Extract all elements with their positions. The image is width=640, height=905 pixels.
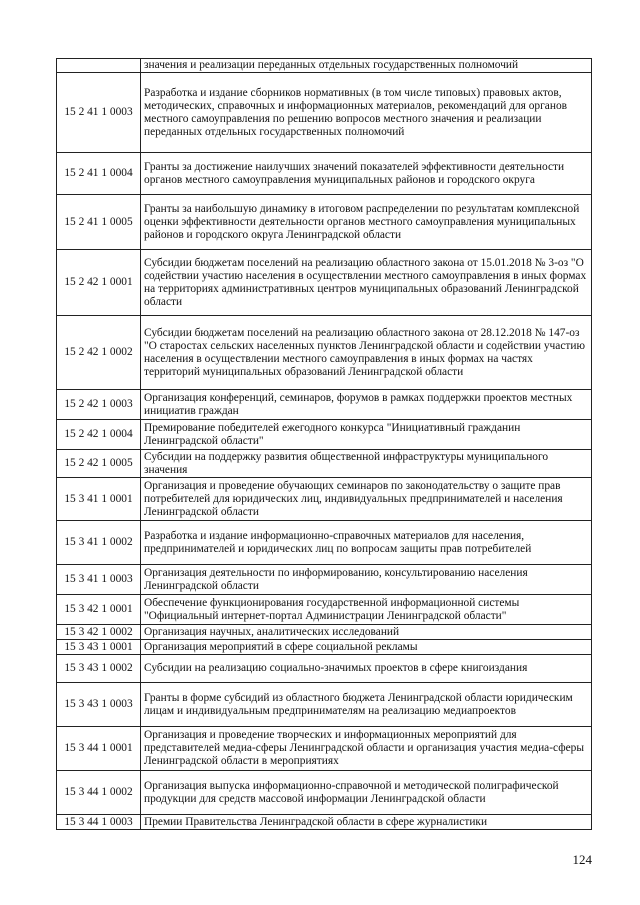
- row-code: 15 2 42 1 0003: [57, 390, 141, 420]
- table-row: [57, 195, 592, 250]
- table-row: [57, 153, 592, 195]
- table-row: [57, 250, 592, 316]
- row-code: 15 2 42 1 0005: [57, 450, 141, 478]
- table-row: [57, 595, 592, 625]
- row-code: 15 3 44 1 0003: [57, 815, 141, 830]
- row-code: 15 3 42 1 0001: [57, 595, 141, 625]
- row-description: Премии Правительства Ленинградской области в сфере журналистики: [141, 815, 592, 830]
- row-code: 15 3 44 1 0002: [57, 771, 141, 815]
- row-code: 15 3 41 1 0002: [57, 521, 141, 565]
- table-row: [57, 478, 592, 521]
- row-code: 15 2 42 1 0001: [57, 250, 141, 316]
- row-code: 15 3 41 1 0003: [57, 565, 141, 595]
- row-description: Организация мероприятий в сфере социальной рекламы: [141, 640, 592, 655]
- row-description: Организация выпуска информационно-справочной и методической полиграфической продукции для средств массовой информации Ленинградской области: [141, 771, 592, 815]
- table-row: [57, 450, 592, 478]
- row-description: Гранты в форме субсидий из областного бюджета Ленинградской области юридическим лицам и индивидуальным предпринимателям на реализацию медиапроектов: [141, 683, 592, 727]
- row-description: Организация конференций, семинаров, форумов в рамках поддержки проектов местных инициатив граждан: [141, 390, 592, 420]
- row-code: 15 3 43 1 0001: [57, 640, 141, 655]
- table-row: [57, 420, 592, 450]
- row-code: 15 2 41 1 0003: [57, 73, 141, 153]
- table-row: [57, 640, 592, 655]
- row-description: Организация и проведение обучающих семинаров по законодательству о защите прав потребителей для юридических лиц, индивидуальных предпринимателей и населения Ленинградской области: [141, 478, 592, 521]
- table-row: [57, 521, 592, 565]
- row-code: 15 3 42 1 0002: [57, 625, 141, 640]
- row-description: Премирование победителей ежегодного конкурса "Инициативный гражданин Ленинградской области": [141, 420, 592, 450]
- page-number: 124: [572, 852, 592, 867]
- table-row: [57, 59, 592, 73]
- table-row: [57, 683, 592, 727]
- row-code: 15 3 43 1 0003: [57, 683, 141, 727]
- row-code: [57, 59, 141, 73]
- table-row: [57, 390, 592, 420]
- table-row: [57, 316, 592, 390]
- row-code: 15 2 41 1 0005: [57, 195, 141, 250]
- row-description: Обеспечение функционирования государственной информационной системы "Официальный интернет-портал Администрации Ленинградской области": [141, 595, 592, 625]
- row-description: Организация деятельности по информированию, консультированию населения Ленинградской области: [141, 565, 592, 595]
- row-description: Разработка и издание информационно-справочных материалов для населения, предпринимателей и юридических лиц по вопросам защиты прав потребителей: [141, 521, 592, 565]
- budget-code-table: [56, 58, 592, 830]
- row-code: 15 2 42 1 0002: [57, 316, 141, 390]
- table-row: [57, 771, 592, 815]
- row-description: Гранты за наибольшую динамику в итоговом распределении по результатам комплексной оценки эффективности деятельности органов местного самоуправления муниципальных районов и городского округа Ленинградской области: [141, 195, 592, 250]
- table-row: [57, 73, 592, 153]
- row-code: 15 3 43 1 0002: [57, 655, 141, 683]
- row-code: 15 3 44 1 0001: [57, 727, 141, 771]
- row-description: Разработка и издание сборников нормативных (в том числе типовых) правовых актов, методических, справочных и информационных материалов, рекомендаций для органов местного самоуправления по решению вопросов местного значения и реализации переданных отдельных государственных полномочий: [141, 73, 592, 153]
- row-description: Гранты за достижение наилучших значений показателей эффективности деятельности органов местного самоуправления муниципальных районов и городского округа: [141, 153, 592, 195]
- row-description: Субсидии на реализацию социально-значимых проектов в сфере книгоиздания: [141, 655, 592, 683]
- table-row: [57, 625, 592, 640]
- table-row: [57, 655, 592, 683]
- row-description: Субсидии на поддержку развития общественной инфраструктуры муниципального значения: [141, 450, 592, 478]
- table-row: [57, 727, 592, 771]
- row-description: Организация научных, аналитических исследований: [141, 625, 592, 640]
- row-description: Субсидии бюджетам поселений на реализацию областного закона от 28.12.2018 № 147-оз "О старостах сельских населенных пунктов Ленинградской области и содействии участию населения в осуществлении местного самоуправления в иных формах на частях территорий муниципальных образований Ленинградской области: [141, 316, 592, 390]
- row-description: Субсидии бюджетам поселений на реализацию областного закона от 15.01.2018 № 3-оз "О содействии участию населения в осуществлении местного самоуправления в иных формах на территориях административных центров муниципальных образований Ленинградской области: [141, 250, 592, 316]
- row-description: Организация и проведение творческих и информационных мероприятий для представителей медиа-сферы Ленинградской области и организация участия медиа-сферы Ленинградской области в мероприятиях: [141, 727, 592, 771]
- row-code: 15 3 41 1 0001: [57, 478, 141, 521]
- budget-code-table-container: [56, 58, 592, 830]
- row-code: 15 2 42 1 0004: [57, 420, 141, 450]
- row-description: значения и реализации переданных отдельных государственных полномочий: [141, 59, 592, 73]
- table-row: [57, 565, 592, 595]
- table-row: [57, 815, 592, 830]
- row-code: 15 2 41 1 0004: [57, 153, 141, 195]
